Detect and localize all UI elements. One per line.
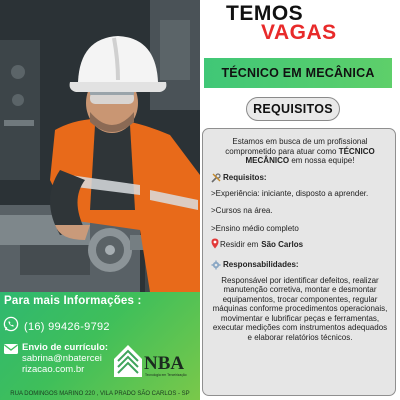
requirement-item: >Ensino médio completo (211, 223, 299, 233)
info-card (202, 128, 396, 396)
logo-tagline: Tecnologia em Terceirização (145, 373, 187, 377)
address: RUA DOMINGOS MARINO 220 , VILA PRADO SÃO CARLOS - SP (10, 391, 190, 397)
requirements-title: Requisitos: (223, 172, 267, 182)
requirement-item: >Cursos na área. (211, 206, 273, 215)
role-title: TÉCNICO EM MECÂNICA (221, 66, 375, 80)
headline-vagas: VAGAS (261, 21, 337, 44)
location-city: São Carlos (261, 240, 304, 249)
whatsapp-icon (3, 316, 19, 337)
intro-prefix: Estamos em busca de um profissional comprometido para atuar como (225, 137, 368, 156)
responsibilities-text: Responsável por identificar defeitos, realizar manutenção corretiva, montar e desmontar equipamentos, trocar componentes, regular máquinas conforme procedimentos operacionais, movimentar e lubrificar peças e ferramentas, executar medições com instrumentos adequados e elaborar relatórios técnicos. (212, 275, 388, 342)
email-label: Envio de currículo: (22, 342, 109, 353)
requirements-heading (211, 173, 389, 183)
requirements-pill (246, 97, 340, 121)
phone-row[interactable] (3, 316, 110, 337)
requirement-item: >Experiência: iniciante, disposto a aprender. (211, 188, 369, 198)
intro-suffix: em nossa equipe! (291, 156, 355, 165)
location-pin-icon (211, 238, 219, 252)
role-banner (204, 58, 392, 88)
worker-photo (0, 0, 200, 292)
headline-temos: TEMOS (226, 2, 304, 25)
nba-logo (112, 337, 196, 383)
worker-illustration (0, 0, 200, 292)
responsibilities-title: Responsabilidades: (223, 259, 299, 269)
contact-title: Para mais Informações : (4, 295, 142, 307)
contact-panel (0, 292, 200, 400)
envelope-icon (3, 342, 19, 375)
phone-number[interactable]: (16) 99426-9792 (24, 320, 110, 333)
logo-text: NBA (144, 353, 185, 374)
gear-icon (211, 260, 221, 270)
tools-icon (211, 173, 221, 183)
requirements-pill-label: REQUISITOS (253, 102, 333, 116)
email-row (3, 342, 108, 375)
responsibilities-heading (211, 260, 389, 270)
location-row (211, 238, 389, 252)
right-panel (200, 0, 400, 400)
email-line-2[interactable]: rizacao.com.br (22, 364, 85, 375)
intro-bold: TÉCNICO MECÂNICO (245, 146, 375, 165)
intro-text (211, 137, 389, 166)
location-prefix: Residir em (220, 240, 259, 249)
email-line-1[interactable]: sabrina@nbatercei (22, 353, 102, 364)
